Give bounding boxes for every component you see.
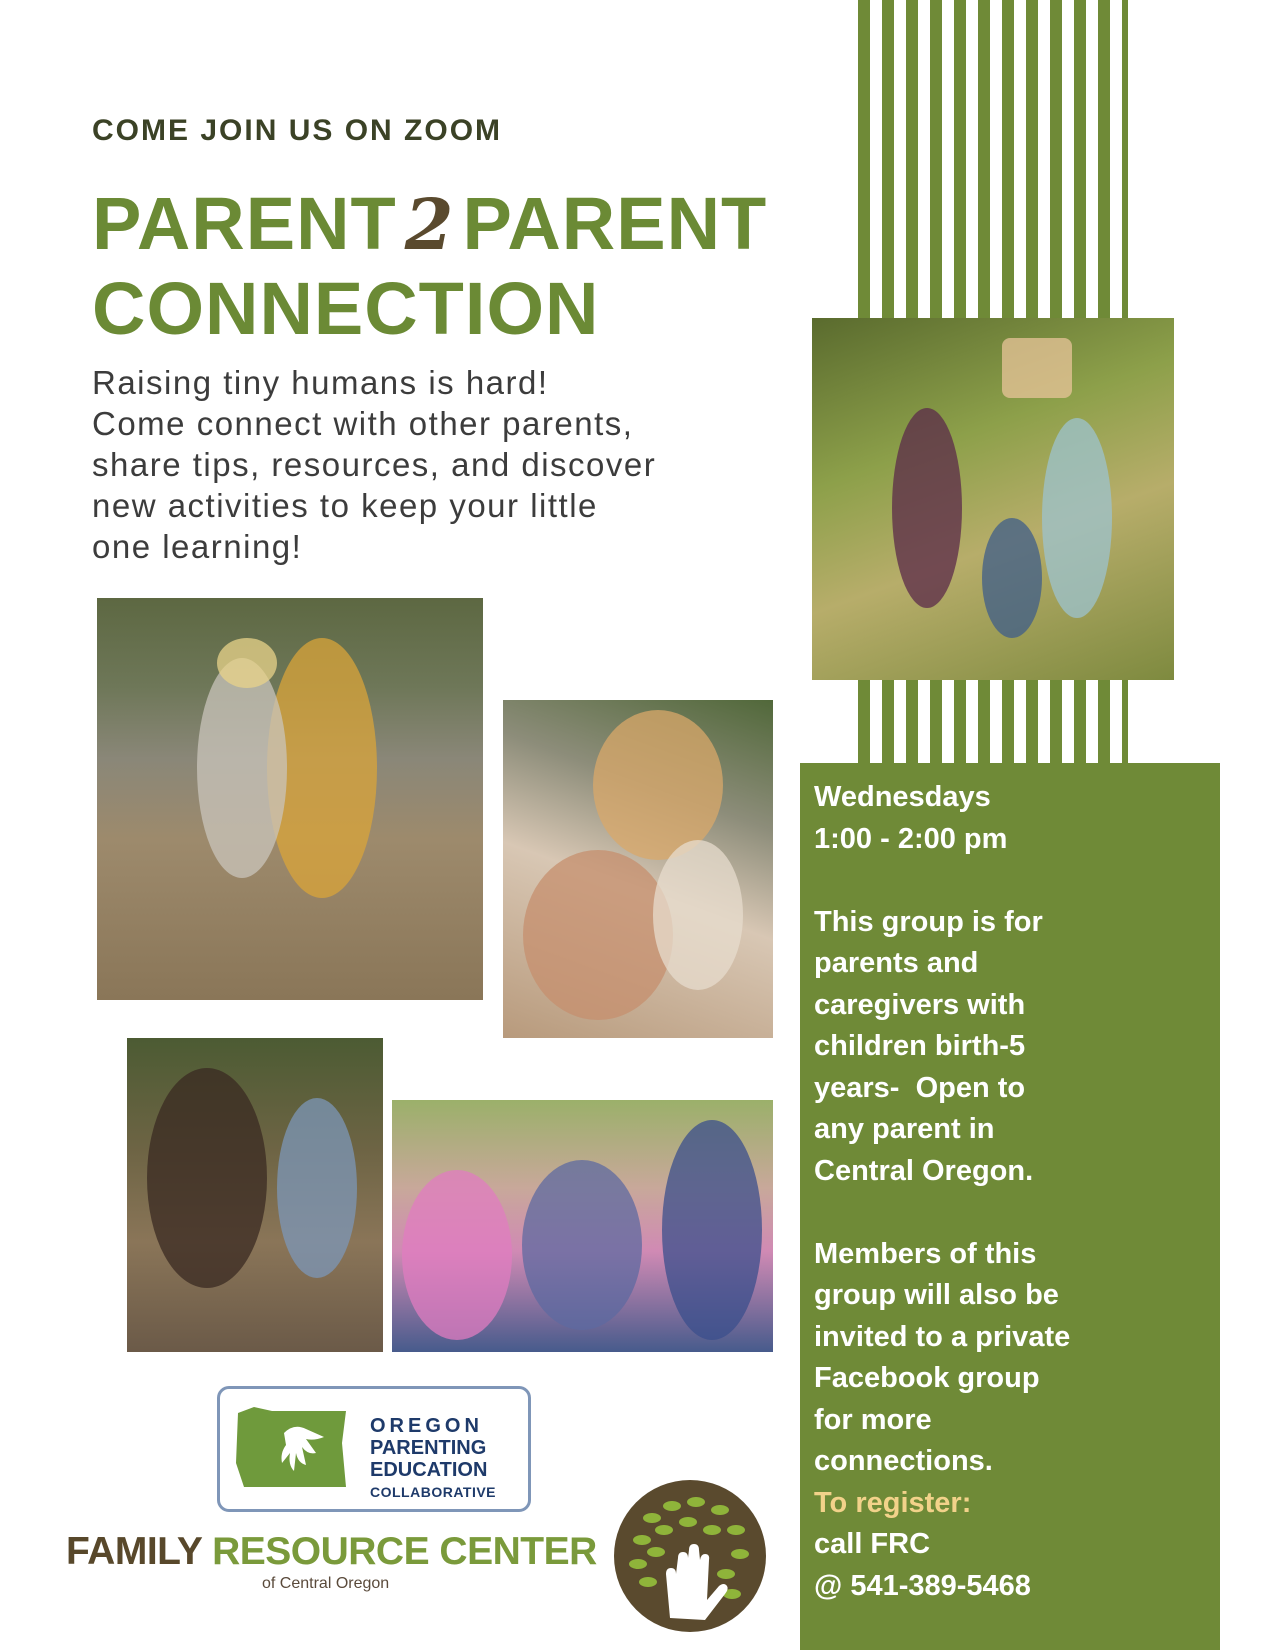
members-line: connections. bbox=[814, 1445, 993, 1477]
members-line: Members of this bbox=[814, 1237, 1037, 1270]
ope-line: EDUCATION bbox=[370, 1459, 488, 1481]
title-number-two: 2 bbox=[404, 183, 455, 266]
audience-line: Central Oregon. bbox=[814, 1154, 1034, 1187]
register-line: call FRC bbox=[814, 1528, 931, 1560]
decorative-stripes-top bbox=[858, 0, 1128, 318]
members-line: Facebook group bbox=[814, 1362, 1040, 1394]
schedule-day: Wednesdays bbox=[814, 781, 991, 813]
audience-line: children birth-5 bbox=[814, 1030, 1026, 1062]
intro-line: one learning! bbox=[92, 528, 303, 565]
frc-wordmark bbox=[66, 1530, 597, 1574]
ope-line: COLLABORATIVE bbox=[370, 1484, 497, 1500]
frc-tree-hand-icon bbox=[612, 1478, 768, 1634]
title-word-parent: PARENT bbox=[92, 182, 397, 265]
eyebrow-text: COME JOIN US ON ZOOM bbox=[92, 114, 503, 147]
register-label: To register: bbox=[814, 1486, 972, 1519]
photo-parents-group bbox=[392, 1100, 773, 1352]
photo-mother-baby-bridge bbox=[127, 1038, 383, 1352]
ope-text bbox=[370, 1415, 496, 1503]
audience-line: parents and bbox=[814, 947, 979, 979]
spacer bbox=[814, 1192, 1214, 1234]
register-phone[interactable]: @ 541-389-5468 bbox=[814, 1569, 1031, 1602]
title-line-2: CONNECTION bbox=[92, 267, 600, 350]
audience-line: This group is for bbox=[814, 905, 1043, 938]
photo-mother-child-pond bbox=[97, 598, 483, 1000]
photo-family-kite bbox=[812, 318, 1174, 680]
intro-line: new activities to keep your little bbox=[92, 487, 598, 524]
info-panel-text bbox=[814, 777, 1214, 1607]
audience-line: any parent in bbox=[814, 1113, 995, 1145]
ope-line: OREGON bbox=[370, 1415, 483, 1437]
intro-line: Come connect with other parents, bbox=[92, 405, 634, 442]
page-title bbox=[92, 182, 767, 351]
title-word-parent-2: PARENT bbox=[462, 182, 768, 265]
schedule-time: 1:00 - 2:00 pm bbox=[814, 822, 1008, 855]
intro-line: share tips, resources, and discover bbox=[92, 446, 657, 483]
members-line: invited to a private bbox=[814, 1320, 1071, 1353]
members-line: group will also be bbox=[814, 1279, 1059, 1311]
spacer bbox=[814, 860, 1214, 902]
frc-word-family: FAMILY bbox=[66, 1530, 202, 1573]
intro-line: Raising tiny humans is hard! bbox=[92, 364, 549, 401]
frc-subtitle: of Central Oregon bbox=[262, 1575, 390, 1592]
title-line-1 bbox=[92, 182, 767, 267]
ope-logo bbox=[217, 1386, 531, 1512]
frc-word-resource-center: RESOURCE CENTER bbox=[212, 1530, 597, 1573]
oregon-map-icon bbox=[234, 1403, 350, 1491]
audience-line: years- Open to bbox=[814, 1071, 1026, 1104]
decorative-stripes-middle bbox=[858, 680, 1128, 764]
ope-line: PARENTING bbox=[370, 1437, 487, 1459]
members-line: for more bbox=[814, 1403, 932, 1436]
audience-line: caregivers with bbox=[814, 988, 1026, 1021]
photo-father-daughter bbox=[503, 700, 773, 1038]
intro-paragraph bbox=[92, 362, 732, 567]
